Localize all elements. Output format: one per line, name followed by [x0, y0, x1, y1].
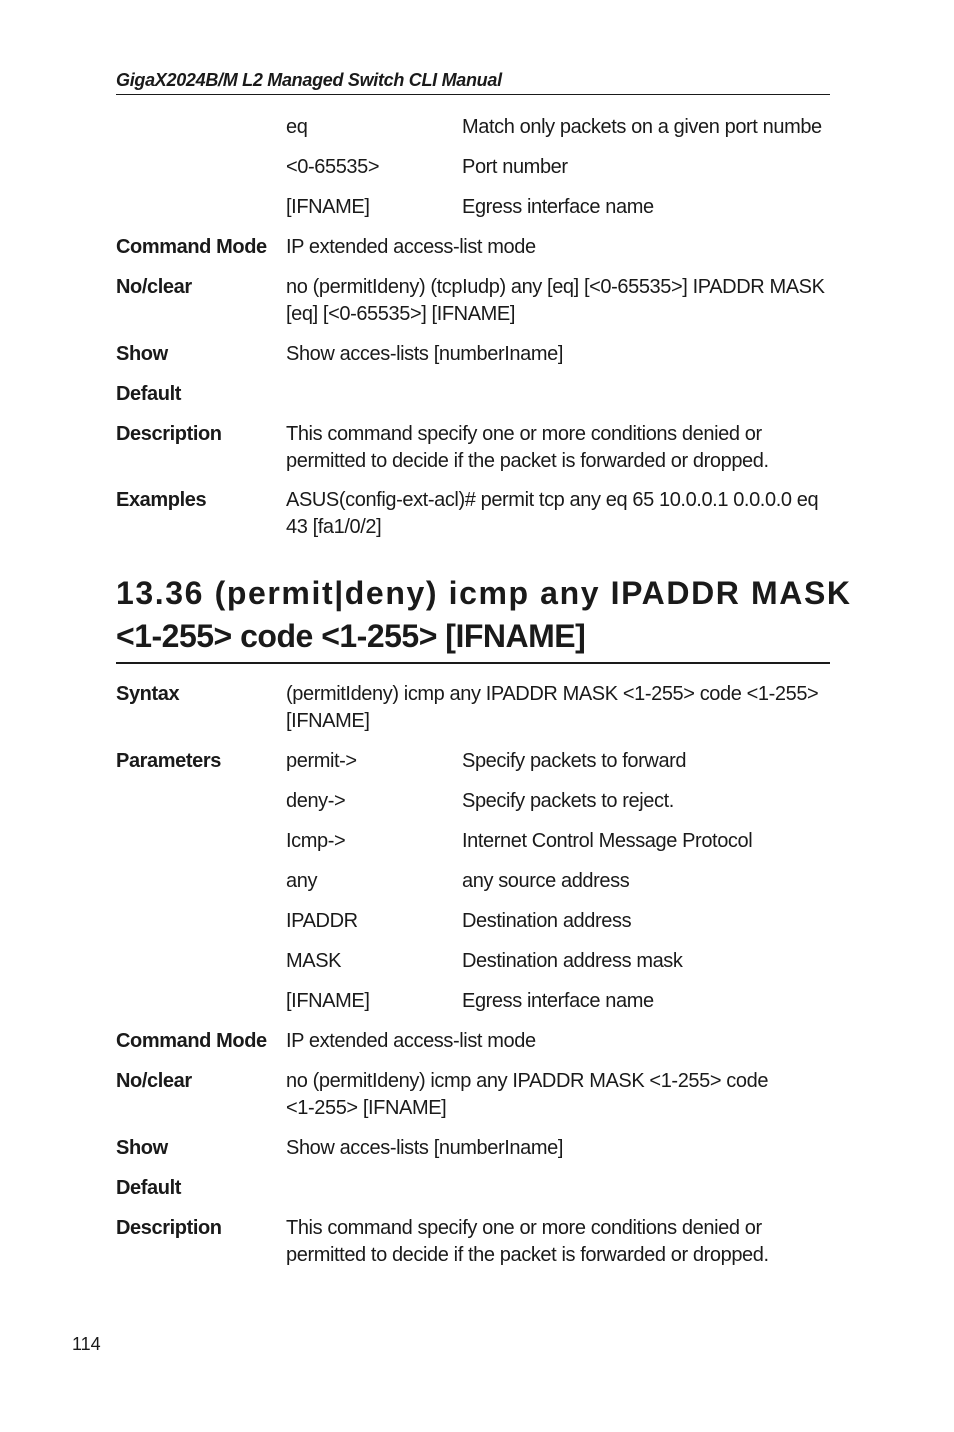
param-desc: any source address [462, 870, 630, 892]
description-label: Description [116, 423, 222, 445]
param-desc: Specify packets to reject. [462, 790, 674, 812]
param-name: Icmp-> [286, 830, 346, 852]
param-name: [IFNAME] [286, 196, 370, 218]
param-name: [IFNAME] [286, 990, 370, 1012]
show-label: Show [116, 1137, 168, 1159]
show-value: Show acces-lists [numberIname] [286, 343, 564, 365]
param-desc: Port number [462, 156, 568, 178]
section-title [116, 572, 852, 664]
param-desc: Egress interface name [462, 990, 654, 1012]
show-value: Show acces-lists [numberIname] [286, 1137, 564, 1159]
page-number: 114 [72, 1334, 101, 1354]
default-label: Default [116, 1177, 181, 1199]
description-label: Description [116, 1217, 222, 1239]
syntax-label: Syntax [116, 683, 180, 705]
param-name: <0-65535> [286, 156, 380, 178]
noclear-label: No/clear [116, 1070, 192, 1092]
command-mode-label: Command Mode [116, 236, 267, 258]
running-header: GigaX2024B/M L2 Managed Switch CLI Manual [116, 70, 830, 95]
param-desc: Match only packets on a given port numbe [462, 116, 822, 138]
noclear-line: <1-255> [IFNAME] [286, 1097, 447, 1119]
noclear-value [286, 1068, 830, 1122]
command-mode-value: IP extended access-list mode [286, 236, 536, 258]
param-name: permit-> [286, 750, 357, 772]
description-value [286, 1215, 830, 1269]
section-title-line: <1-255> code <1-255> [IFNAME] [116, 618, 586, 654]
syntax-line: (permitIdeny) icmp any IPADDR MASK <1-255> code <1-255> [286, 683, 819, 705]
param-name: IPADDR [286, 910, 358, 932]
description-line: permitted to decide if the packet is forwarded or dropped. [286, 1244, 769, 1266]
examples-line: ASUS(config-ext-acl)# permit tcp any eq 65 10.0.0.1 0.0.0.0 eq [286, 489, 819, 511]
description-line: This command specify one or more conditions denied or [286, 423, 762, 445]
param-name: MASK [286, 950, 342, 972]
noclear-line: no (permitIdeny) icmp any IPADDR MASK <1-255> code [286, 1070, 769, 1092]
noclear-value [286, 274, 830, 328]
param-desc: Destination address mask [462, 950, 683, 972]
default-label: Default [116, 383, 181, 405]
param-name: any [286, 870, 318, 892]
param-desc: Destination address [462, 910, 632, 932]
examples-value [286, 487, 830, 541]
description-line: permitted to decide if the packet is forwarded or dropped. [286, 450, 769, 472]
description-line: This command specify one or more conditions denied or [286, 1217, 762, 1239]
noclear-label: No/clear [116, 276, 192, 298]
examples-line: 43 [fa1/0/2] [286, 516, 382, 538]
param-name: deny-> [286, 790, 346, 812]
description-value [286, 421, 830, 475]
param-name: eq [286, 116, 308, 138]
param-desc: Egress interface name [462, 196, 654, 218]
section-title-line: 13.36 (permit|deny) icmp any IPADDR MASK [116, 575, 852, 611]
parameters-label: Parameters [116, 750, 221, 772]
syntax-value [286, 681, 830, 735]
show-label: Show [116, 343, 168, 365]
noclear-line: [eq] [<0-65535>] [IFNAME] [286, 303, 516, 325]
syntax-line: [IFNAME] [286, 710, 370, 732]
param-desc: Specify packets to forward [462, 750, 687, 772]
command-mode-label: Command Mode [116, 1030, 267, 1052]
param-desc: Internet Control Message Protocol [462, 830, 753, 852]
examples-label: Examples [116, 489, 207, 511]
noclear-line: no (permitIdeny) (tcpIudp) any [eq] [<0-65535>] IPADDR MASK [286, 276, 825, 298]
command-mode-value: IP extended access-list mode [286, 1030, 536, 1052]
